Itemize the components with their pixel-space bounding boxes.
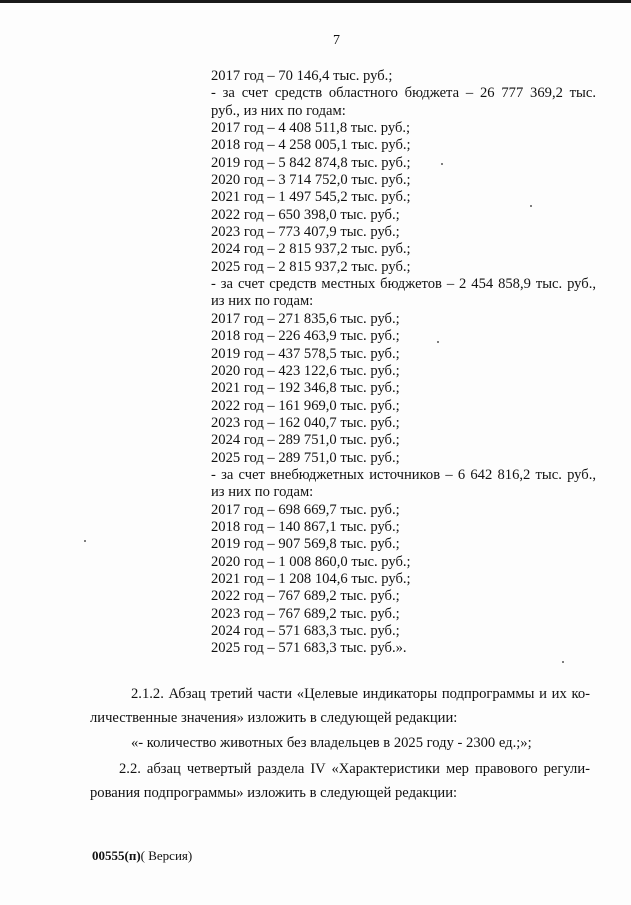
document-code: 00555(п) <box>92 848 141 863</box>
text-line: 2024 год – 289 751,0 тыс. руб.; <box>211 432 400 449</box>
text-line: 2018 год – 226 463,9 тыс. руб.; <box>211 328 400 345</box>
text-line: 2021 год – 1 208 104,6 тыс. руб.; <box>211 570 411 587</box>
text-line: из них по годам: <box>211 484 314 501</box>
scan-speck <box>530 205 532 207</box>
text-line: 2017 год – 271 835,6 тыс. руб.; <box>211 310 400 327</box>
text-line: 2019 год – 907 569,8 тыс. руб.; <box>211 536 400 553</box>
funding-breakdown-block <box>211 68 596 658</box>
paragraph-2-2 <box>90 761 590 802</box>
text-line: 2017 год – 4 408 511,8 тыс. руб.; <box>211 120 411 137</box>
document-footer <box>92 848 192 863</box>
text-line: 2024 год – 2 815 937,2 тыс. руб.; <box>211 241 411 258</box>
text-line: 2025 год – 2 815 937,2 тыс. руб.; <box>211 258 411 275</box>
text-line: личественные значения» изложить в следующей редакции: <box>90 710 458 726</box>
text-line: «- количество животных без владельцев в 2025 году - 2300 ед.;»; <box>131 735 532 751</box>
text-line: 2019 год – 437 578,5 тыс. руб.; <box>211 345 400 362</box>
text-line: 2018 год – 4 258 005,1 тыс. руб.; <box>211 137 411 154</box>
text-line: 2022 год – 161 969,0 тыс. руб.; <box>211 397 400 414</box>
text-line: - за счет средств областного бюджета – 26 777 369,2 тыс. <box>211 85 596 102</box>
text-line: из них по годам: <box>211 293 314 310</box>
paragraph-quote <box>90 735 590 752</box>
text-line: 2022 год – 767 689,2 тыс. руб.; <box>211 588 400 605</box>
text-line: 2020 год – 3 714 752,0 тыс. руб.; <box>211 172 411 189</box>
text-line: 2025 год – 571 683,3 тыс. руб.». <box>211 640 407 657</box>
text-line: 2017 год – 70 146,4 тыс. руб.; <box>211 68 393 84</box>
text-line: 2020 год – 423 122,6 тыс. руб.; <box>211 362 400 379</box>
text-line: 2.2. абзац четвертый раздела IV «Характеристики мер правового регули- <box>119 761 590 777</box>
text-line: 2017 год – 698 669,7 тыс. руб.; <box>211 501 400 518</box>
text-line: 2021 год – 1 497 545,2 тыс. руб.; <box>211 189 411 206</box>
text-line: 2024 год – 571 683,3 тыс. руб.; <box>211 623 400 639</box>
scan-speck <box>441 163 443 165</box>
text-line: 2021 год – 192 346,8 тыс. руб.; <box>211 380 400 397</box>
text-line: 2020 год – 1 008 860,0 тыс. руб.; <box>211 553 411 570</box>
text-line: - за счет средств местных бюджетов – 2 454 858,9 тыс. руб., <box>211 276 596 293</box>
scan-speck <box>437 341 439 343</box>
paragraph-2-1-2 <box>90 686 590 727</box>
text-line: 2019 год – 5 842 874,8 тыс. руб.; <box>211 154 411 171</box>
scan-speck <box>84 540 86 542</box>
text-line: 2.1.2. Абзац третий части «Целевые индикаторы подпрограммы и их ко- <box>131 686 590 702</box>
text-line: рования подпрограммы» изложить в следующей редакции: <box>90 785 458 801</box>
text-line: 2023 год – 767 689,2 тыс. руб.; <box>211 605 400 622</box>
text-line: руб., из них по годам: <box>211 102 346 119</box>
text-line: 2022 год – 650 398,0 тыс. руб.; <box>211 206 400 223</box>
text-line: 2018 год – 140 867,1 тыс. руб.; <box>211 518 400 535</box>
page-number: 7 <box>333 33 340 48</box>
document-version: ( Версия) <box>140 848 193 863</box>
text-line: - за счет внебюджетных источников – 6 642 816,2 тыс. руб., <box>211 466 596 483</box>
top-border-line <box>0 0 631 3</box>
text-line: 2025 год – 289 751,0 тыс. руб.; <box>211 449 400 466</box>
text-line: 2023 год – 773 407,9 тыс. руб.; <box>211 224 400 241</box>
scan-speck <box>562 661 564 663</box>
text-line: 2023 год – 162 040,7 тыс. руб.; <box>211 414 400 431</box>
